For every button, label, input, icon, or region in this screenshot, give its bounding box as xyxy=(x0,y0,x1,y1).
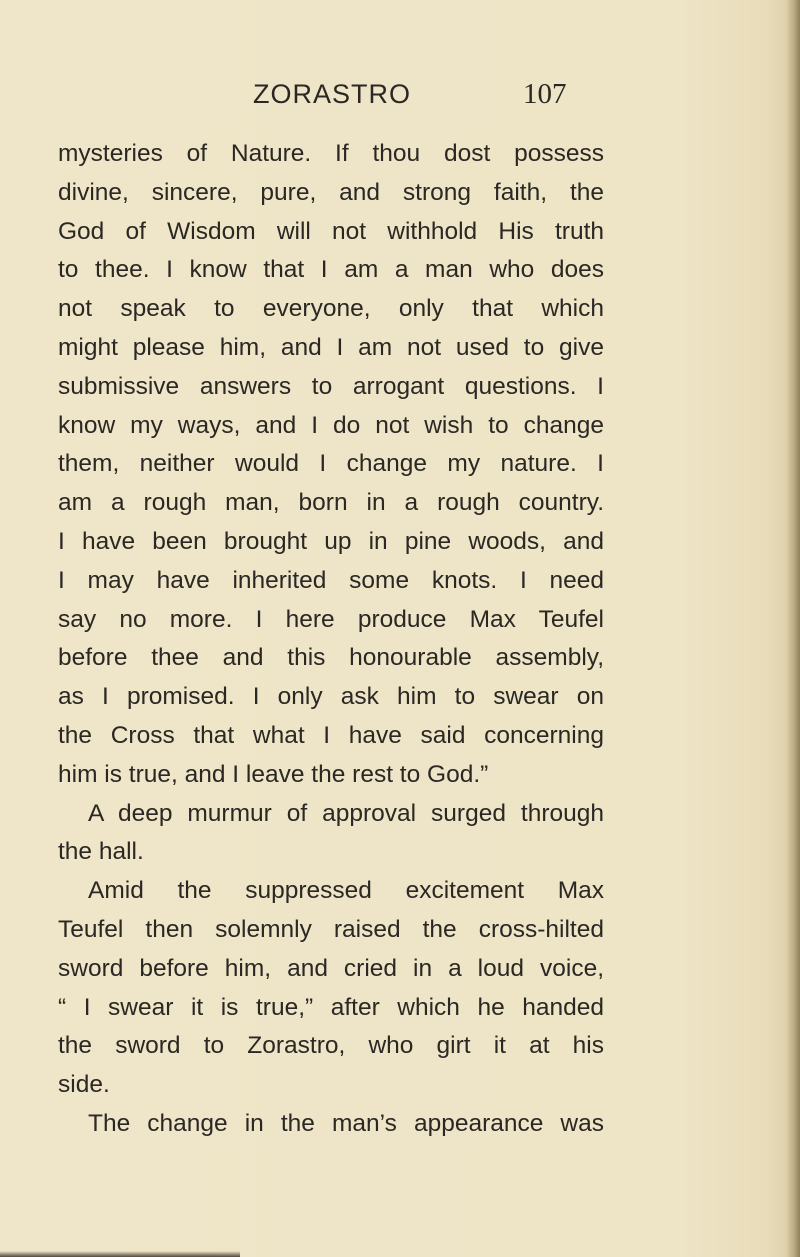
page-bottom-shadow xyxy=(0,1251,240,1257)
text-line: might please him, and I am not used to give xyxy=(58,333,604,361)
text-line: side. xyxy=(58,1071,110,1099)
text-line: “ I swear it is true,” after which he handed xyxy=(58,993,604,1021)
text-line: I may have inherited some knots. I need xyxy=(58,566,604,594)
text-line: before thee and this honourable assembly, xyxy=(58,644,604,672)
running-head: ZORASTRO xyxy=(253,79,412,109)
text-line: not speak to everyone, only that which xyxy=(58,295,604,323)
text-line: to thee. I know that I am a man who does xyxy=(58,256,604,284)
text-line: the sword to Zorastro, who girt it at his xyxy=(58,1032,604,1060)
text-line: divine, sincere, pure, and strong faith, the xyxy=(58,178,604,206)
text-line: the Cross that what I have said concerning xyxy=(58,721,604,749)
text-line: A deep murmur of approval surged through xyxy=(88,799,604,827)
text-line: say no more. I here produce Max Teufel xyxy=(58,605,604,633)
text-line: them, neither would I change my nature. I xyxy=(58,450,604,478)
page-edge-shadow xyxy=(786,0,800,1257)
text-line: God of Wisdom will not withhold His truth xyxy=(58,217,604,245)
text-line: Teufel then solemnly raised the cross-hilted xyxy=(58,915,604,943)
text-line: the hall. xyxy=(58,838,144,866)
text-line: him is true, and I leave the rest to God.” xyxy=(58,760,489,788)
body-text xyxy=(58,135,604,1144)
text-line: The change in the man’s appearance was xyxy=(88,1109,604,1137)
text-line: mysteries of Nature. If thou dost possess xyxy=(58,140,604,167)
text-line: I have been brought up in pine woods, and xyxy=(58,527,604,555)
page-number: 107 xyxy=(523,78,567,110)
page-header xyxy=(0,76,800,116)
text-line: know my ways, and I do not wish to change xyxy=(58,411,604,439)
text-line: as I promised. I only ask him to swear on xyxy=(58,683,604,711)
text-line: sword before him, and cried in a loud voice, xyxy=(58,954,604,982)
text-line: submissive answers to arrogant questions. I xyxy=(58,372,604,400)
text-line: am a rough man, born in a rough country. xyxy=(58,489,604,517)
text-line: Amid the suppressed excitement Max xyxy=(88,877,604,905)
